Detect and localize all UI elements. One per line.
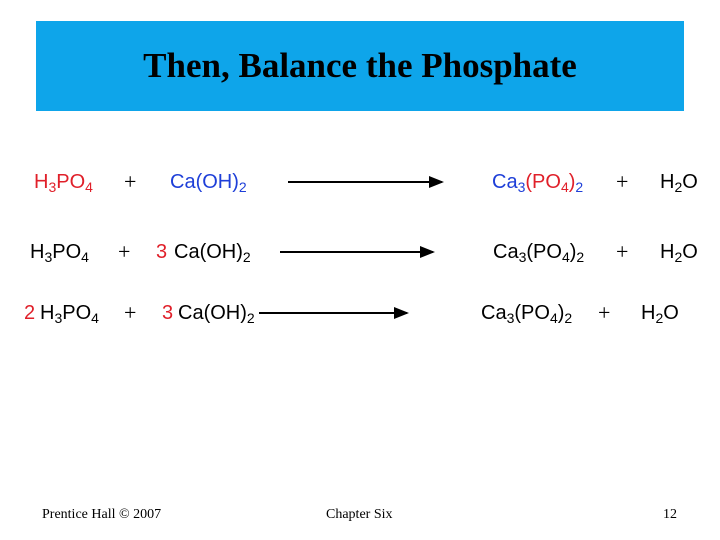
reactant-h3po4: $H_3PO_4$	[34, 171, 93, 195]
footer-copyright: Prentice Hall © 2007	[42, 507, 162, 522]
reaction-arrow	[259, 312, 407, 314]
product-h2o: $H_2O$	[660, 241, 698, 265]
footer-chapter: Chapter Six	[326, 507, 393, 522]
product-h2o: $H_2O$	[660, 171, 698, 195]
coefficient: 2	[24, 302, 36, 324]
plus-sign: +	[616, 239, 629, 264]
plus-sign: +	[598, 300, 611, 325]
reactant-caoh2: $Ca(OH)_2$	[174, 241, 251, 265]
title-bar	[36, 21, 684, 111]
page-number: 12	[663, 507, 677, 522]
reactant-caoh2: $Ca(OH)_2$	[170, 171, 247, 195]
coefficient: 3	[162, 302, 174, 324]
plus-sign: +	[124, 300, 137, 325]
plus-sign: +	[124, 169, 137, 194]
product-ca3po42: $Ca_3(PO_4)_2$	[481, 302, 573, 326]
reactant-h3po4: $H_3PO_4$	[30, 241, 89, 265]
product-h2o: $H_2O$	[641, 302, 679, 326]
reaction-arrow	[280, 251, 433, 253]
plus-sign: +	[118, 239, 131, 264]
plus-sign: +	[616, 169, 629, 194]
product-ca3po42: $Ca_3(PO_4)_2$	[493, 241, 585, 265]
coefficient: 3	[156, 241, 168, 263]
reaction-arrow	[288, 181, 442, 183]
reactant-h3po4: $H_3PO_4$	[40, 302, 99, 326]
reactant-caoh2: $Ca(OH)_2$	[178, 302, 255, 326]
product-ca3po42: $Ca_3(PO_4)_2$	[492, 171, 584, 195]
slide-title: Then, Balance the Phosphate	[143, 46, 577, 85]
